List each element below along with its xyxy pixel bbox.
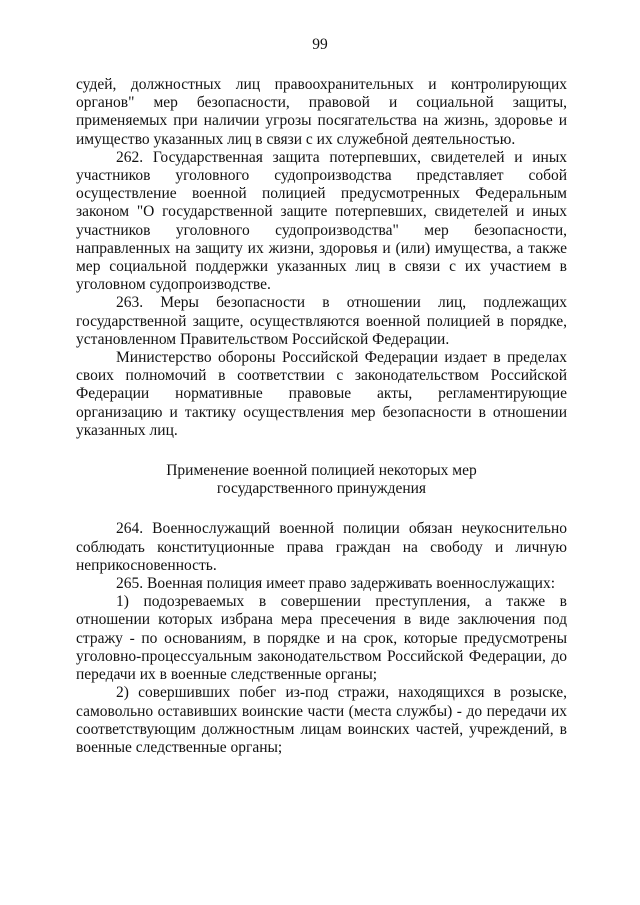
paragraph-264: 264. Военнослужащий военной полиции обязан неукоснительно соблюдать конституционные права граждан на свободу и личную неприкосновенность.	[76, 520, 567, 574]
section-gap	[76, 498, 567, 520]
document-body	[76, 76, 567, 757]
paragraph-263: 263. Меры безопасности в отношении лиц, подлежащих государственной защите, осуществляются военной полицией в порядке, установленном Правительством Российской Федерации.	[76, 294, 567, 348]
section-heading	[76, 462, 567, 498]
section-heading-line-1: Применение военной полицией некоторых мер	[166, 462, 477, 480]
section-heading-line-2: государственного принуждения	[216, 480, 427, 498]
page-number: 99	[312, 36, 328, 53]
paragraph-continued: судей, должностных лиц правоохранительных и контролирующих органов" мер безопасности, правовой и социальной защиты, применяемых при наличии угрозы посягательства на жизнь, здоровье и имущество указанных лиц в связи с их служебной деятельностью.	[76, 76, 567, 148]
paragraph-265-item-2: 2) совершивших побег из-под стражи, находящихся в розыске, самовольно оставивших воинские части (места службы) - до передачи их соответствующим должностным лицам воинских частей, учреждений, в военные следственные органы;	[76, 684, 567, 756]
paragraph-263-ministry: Министерство обороны Российской Федерации издает в пределах своих полномочий в соответствии с законодательством Российской Федерации нормативные правовые акты, регламентирующие организацию и тактику осуществления мер безопасности в отношении указанных лиц.	[76, 349, 567, 439]
paragraph-265: 265. Военная полиция имеет право задерживать военнослужащих:	[116, 575, 555, 593]
paragraph-262: 262. Государственная защита потерпевших, свидетелей и иных участников уголовного судопроизводства представляет собой осуществление военной полицией предусмотренных Федеральным законом "О государственной защите потерпевших, свидетелей и иных участников уголовного судопроизводства" мер безопасности, направленных на защиту их жизни, здоровья и (или) имущества, а также мер социальной поддержки указанных лиц в связи с их участием в уголовном судопроизводстве.	[76, 148, 567, 294]
paragraph-265-item-1: 1) подозреваемых в совершении преступления, а также в отношении которых избрана мера пресечения в виде заключения под стражу - по основаниям, в порядке и на срок, которые предусмотрены уголовно-процессуальным законодательством Российской Федерации, до передачи их в военные следственные органы;	[76, 593, 567, 684]
